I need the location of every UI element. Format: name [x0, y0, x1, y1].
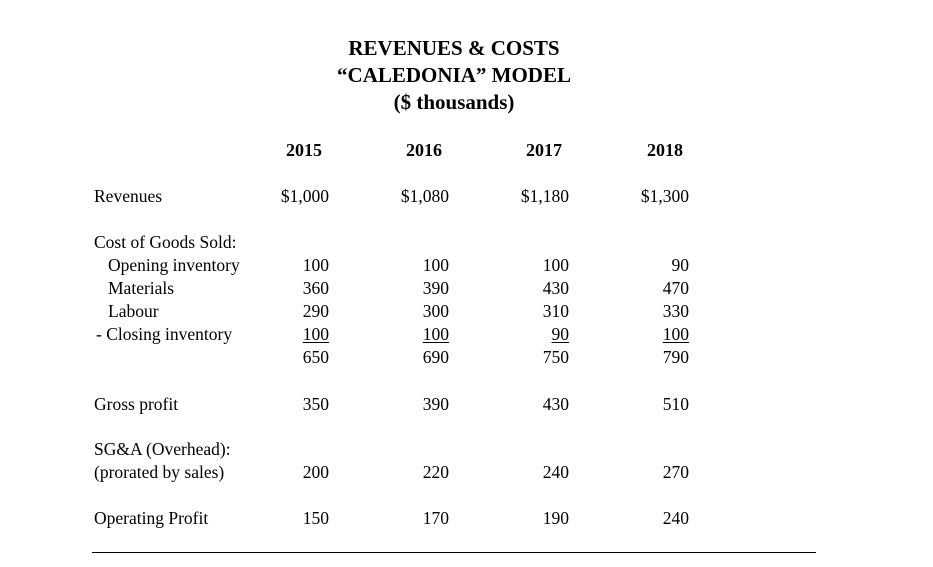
cell-gross-profit-2016: 390 [422, 394, 449, 414]
cell-materials-2016: 390 [422, 278, 449, 298]
cell-cogs-total-2018: 790 [662, 347, 689, 367]
row-label-sga: (prorated by sales) [94, 462, 225, 482]
cell-revenues-2017: $1,180 [520, 186, 569, 206]
row-label-operating-profit: Operating Profit [94, 508, 209, 528]
cell-gross-profit-2018: 510 [662, 394, 689, 414]
row-label-opening-inventory: Opening inventory [108, 255, 240, 275]
cell-revenues-2018: $1,300 [640, 186, 689, 206]
cell-labour-2018: 330 [662, 301, 689, 321]
cell-sga-2018: 270 [662, 462, 689, 482]
cell-labour-2016: 300 [422, 301, 449, 321]
cell-closing-inventory-2018: 100 [662, 324, 689, 344]
cell-labour-2017: 310 [542, 301, 569, 321]
cell-cogs-total-2017: 750 [542, 347, 569, 367]
title-line-2: “CALEDONIA” MODEL [337, 63, 571, 87]
row-label-labour: Labour [108, 301, 159, 321]
cell-closing-inventory-2016: 100 [422, 324, 449, 344]
cell-cogs-total-2016: 690 [422, 347, 449, 367]
cell-operating-profit-2017: 190 [542, 508, 569, 528]
cell-closing-inventory-2017: 90 [551, 324, 569, 344]
row-label-gross-profit: Gross profit [94, 394, 179, 414]
cell-revenues-2015: $1,000 [280, 186, 329, 206]
row-label-cogs-header: Cost of Goods Sold: [94, 232, 237, 252]
cell-opening-inventory-2016: 100 [422, 255, 449, 275]
row-label-materials: Materials [108, 278, 175, 298]
year-header-2016: 2016 [406, 140, 442, 160]
row-label-sga-header: SG&A (Overhead): [94, 439, 231, 459]
row-label-revenues: Revenues [94, 186, 163, 206]
cell-materials-2017: 430 [542, 278, 569, 298]
cell-revenues-2016: $1,080 [400, 186, 449, 206]
cell-gross-profit-2015: 350 [302, 394, 329, 414]
cell-materials-2015: 360 [302, 278, 329, 298]
cell-sga-2017: 240 [542, 462, 569, 482]
bottom-divider [92, 552, 816, 553]
cell-opening-inventory-2015: 100 [302, 255, 329, 275]
year-header-2018: 2018 [647, 140, 683, 160]
cell-operating-profit-2016: 170 [422, 508, 449, 528]
year-header-2017: 2017 [526, 140, 562, 160]
cell-sga-2015: 200 [302, 462, 329, 482]
cell-operating-profit-2015: 150 [302, 508, 329, 528]
cell-closing-inventory-2015: 100 [302, 324, 329, 344]
title-line-3: ($ thousands) [393, 90, 515, 114]
cell-opening-inventory-2017: 100 [542, 255, 569, 275]
year-header-2015: 2015 [286, 140, 322, 160]
cell-operating-profit-2018: 240 [662, 508, 689, 528]
cell-opening-inventory-2018: 90 [671, 255, 689, 275]
cell-gross-profit-2017: 430 [542, 394, 569, 414]
cell-cogs-total-2015: 650 [302, 347, 329, 367]
cell-materials-2018: 470 [662, 278, 689, 298]
cell-labour-2015: 290 [302, 301, 329, 321]
title-line-1: REVENUES & COSTS [348, 36, 560, 60]
row-label-closing-inventory: - Closing inventory [96, 324, 233, 344]
cell-sga-2016: 220 [422, 462, 449, 482]
